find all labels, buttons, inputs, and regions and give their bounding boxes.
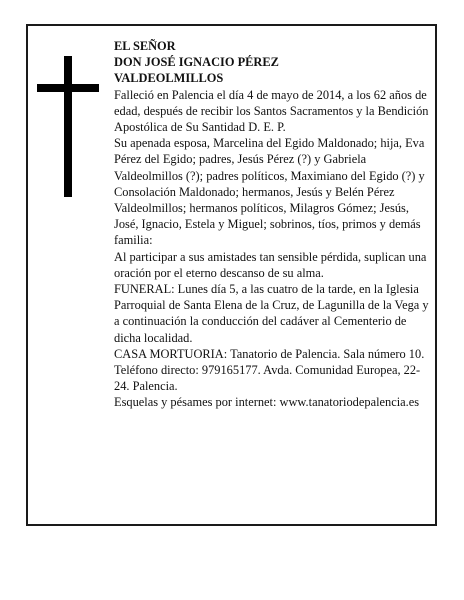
funeral-details: FUNERAL: Lunes día 5, a las cuatro de la tarde, en la Iglesia Parroquial de Santa Elena de la Cruz, de Lagunilla de la Vega y a continuación la conducción del cadáver al Cementerio de dicha localidad.: [114, 282, 429, 345]
prayer-request: Al participar a sus amistades tan sensible pérdida, suplican una oración por el eterno descanso de su alma.: [114, 249, 427, 280]
death-announcement: Falleció en Palencia el día 4 de mayo de 2014, a los 62 años de edad, después de recibir los Santos Sacramentos y la Bendición Apostólica de Su Santidad D. E. P.: [114, 87, 429, 135]
deceased-name-line-2: VALDEOLMILLOS: [114, 71, 224, 86]
cross-horizontal-bar: [37, 84, 99, 92]
cross-icon: [37, 56, 99, 197]
deceased-name-line-1: DON JOSÉ IGNACIO PÉREZ: [114, 55, 279, 70]
family-list: Su apenada esposa, Marcelina del Egido Maldonado; hija, Eva Pérez del Egido; padres, Jesús Pérez (?) y Gabriela Valdeolmillos (?); padres políticos, Maximiano del Egido (?) y Consolación Maldonado; hermanos, Jesús y Belén Pérez Valdeolmillos; hermanos políticos, Milagros Gómez; Jesús, José, Ignacio, Estela y Miguel; sobrinos, tíos, primos y demás familia:: [114, 136, 425, 248]
internet-condolences: Esquelas y pésames por internet: www.tanatoriodepalencia.es: [114, 395, 420, 410]
cross-vertical-bar: [64, 56, 72, 197]
title-line-1: EL SEÑOR: [114, 39, 176, 53]
funeral-home-details: CASA MORTUORIA: Tanatorio de Palencia. Sala número 10. Teléfono directo: 979165177. Avda. Comunidad Europea, 22-24. Palencia.: [114, 346, 425, 394]
obituary-text: [114, 38, 432, 411]
